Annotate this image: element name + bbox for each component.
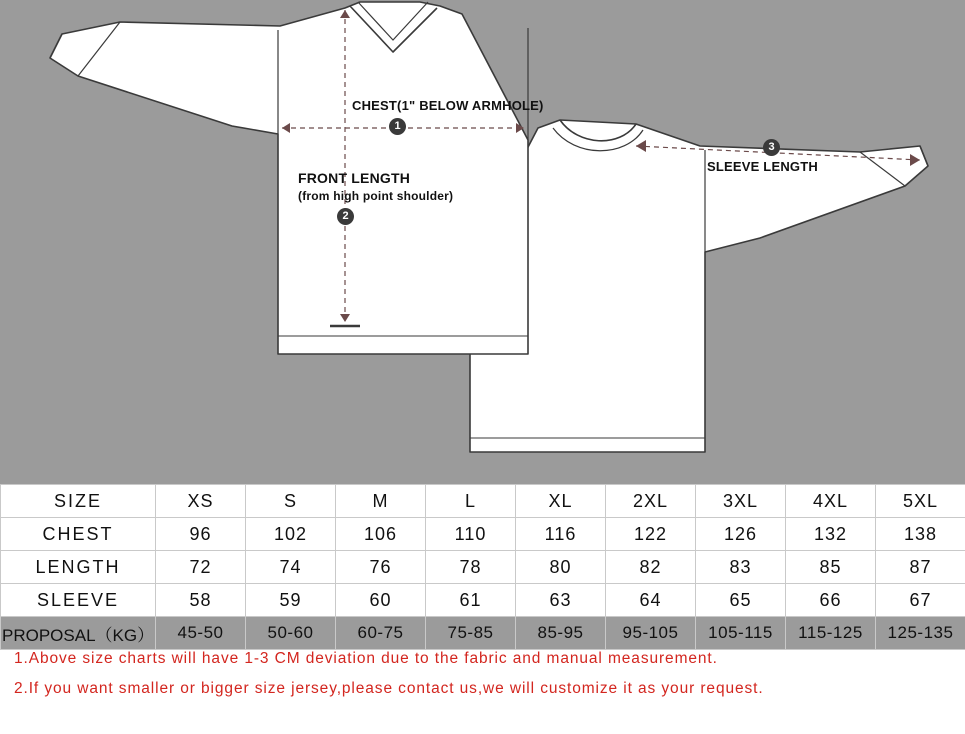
header-cell-m: M (336, 485, 426, 518)
header-cell-2xl: 2XL (606, 485, 696, 518)
cell-length-l: 78 (426, 551, 516, 584)
cell-sleeve-xl: 63 (516, 584, 606, 617)
table-row-length (1, 551, 965, 584)
cell-proposal-4xl: 115-125 (786, 617, 876, 650)
cell-chest-m: 106 (336, 518, 426, 551)
cell-proposal-2xl: 95-105 (606, 617, 696, 650)
cell-length-3xl: 83 (696, 551, 786, 584)
row-label-proposal: PROPOSAL（KG） (1, 617, 156, 650)
cell-chest-5xl: 138 (876, 518, 965, 551)
cell-sleeve-m: 60 (336, 584, 426, 617)
cell-sleeve-2xl: 64 (606, 584, 696, 617)
header-cell-xl: XL (516, 485, 606, 518)
cell-sleeve-3xl: 65 (696, 584, 786, 617)
row-label-length: LENGTH (1, 551, 156, 584)
header-cell-5xl: 5XL (876, 485, 965, 518)
header-cell-3xl: 3XL (696, 485, 786, 518)
cell-sleeve-l: 61 (426, 584, 516, 617)
chest-measure-label: CHEST(1" BELOW ARMHOLE) (352, 98, 544, 113)
cell-length-2xl: 82 (606, 551, 696, 584)
sleeve-length-label: SLEEVE LENGTH (707, 159, 818, 174)
cell-chest-3xl: 126 (696, 518, 786, 551)
header-cell-xs: XS (156, 485, 246, 518)
cell-proposal-m: 60-75 (336, 617, 426, 650)
cell-sleeve-xs: 58 (156, 584, 246, 617)
back-jersey-shape (470, 120, 928, 452)
cell-proposal-l: 75-85 (426, 617, 516, 650)
badge-sleeve-marker: 3 (763, 139, 780, 156)
cell-chest-l: 110 (426, 518, 516, 551)
cell-length-m: 76 (336, 551, 426, 584)
cell-length-s: 74 (246, 551, 336, 584)
badge-chest-marker: 1 (389, 118, 406, 135)
cell-chest-xs: 96 (156, 518, 246, 551)
cell-sleeve-5xl: 67 (876, 584, 965, 617)
header-cell-l: L (426, 485, 516, 518)
cell-sleeve-4xl: 66 (786, 584, 876, 617)
header-cell-4xl: 4XL (786, 485, 876, 518)
cell-proposal-s: 50-60 (246, 617, 336, 650)
table-row-sleeve (1, 584, 965, 617)
note-custom-size: 2.If you want smaller or bigger size jersey,please contact us,we will customize it as your request. (14, 680, 764, 697)
notes-section (0, 638, 965, 710)
front-jersey-shape (50, 2, 528, 354)
row-label-sleeve: SLEEVE (1, 584, 156, 617)
row-label-chest: CHEST (1, 518, 156, 551)
cell-proposal-5xl: 125-135 (876, 617, 965, 650)
cell-sleeve-s: 59 (246, 584, 336, 617)
cell-chest-xl: 116 (516, 518, 606, 551)
cell-proposal-xs: 45-50 (156, 617, 246, 650)
cell-length-4xl: 85 (786, 551, 876, 584)
front-length-sublabel: (from high point shoulder) (298, 189, 454, 203)
cell-chest-4xl: 132 (786, 518, 876, 551)
badge-front-length-marker: 2 (337, 208, 354, 225)
cell-chest-s: 102 (246, 518, 336, 551)
note-deviation: 1.Above size charts will have 1-3 CM deviation due to the fabric and manual measurement. (14, 650, 718, 667)
cell-proposal-xl: 85-95 (516, 617, 606, 650)
cell-length-xs: 72 (156, 551, 246, 584)
header-cell-size: SIZE (1, 485, 156, 518)
header-cell-s: S (246, 485, 336, 518)
cell-length-xl: 80 (516, 551, 606, 584)
table-header-row (1, 485, 965, 518)
cell-chest-2xl: 122 (606, 518, 696, 551)
cell-proposal-3xl: 105-115 (696, 617, 786, 650)
size-chart-table (0, 484, 965, 650)
table-row-chest (1, 518, 965, 551)
front-length-label: FRONT LENGTH (298, 170, 411, 186)
cell-length-5xl: 87 (876, 551, 965, 584)
